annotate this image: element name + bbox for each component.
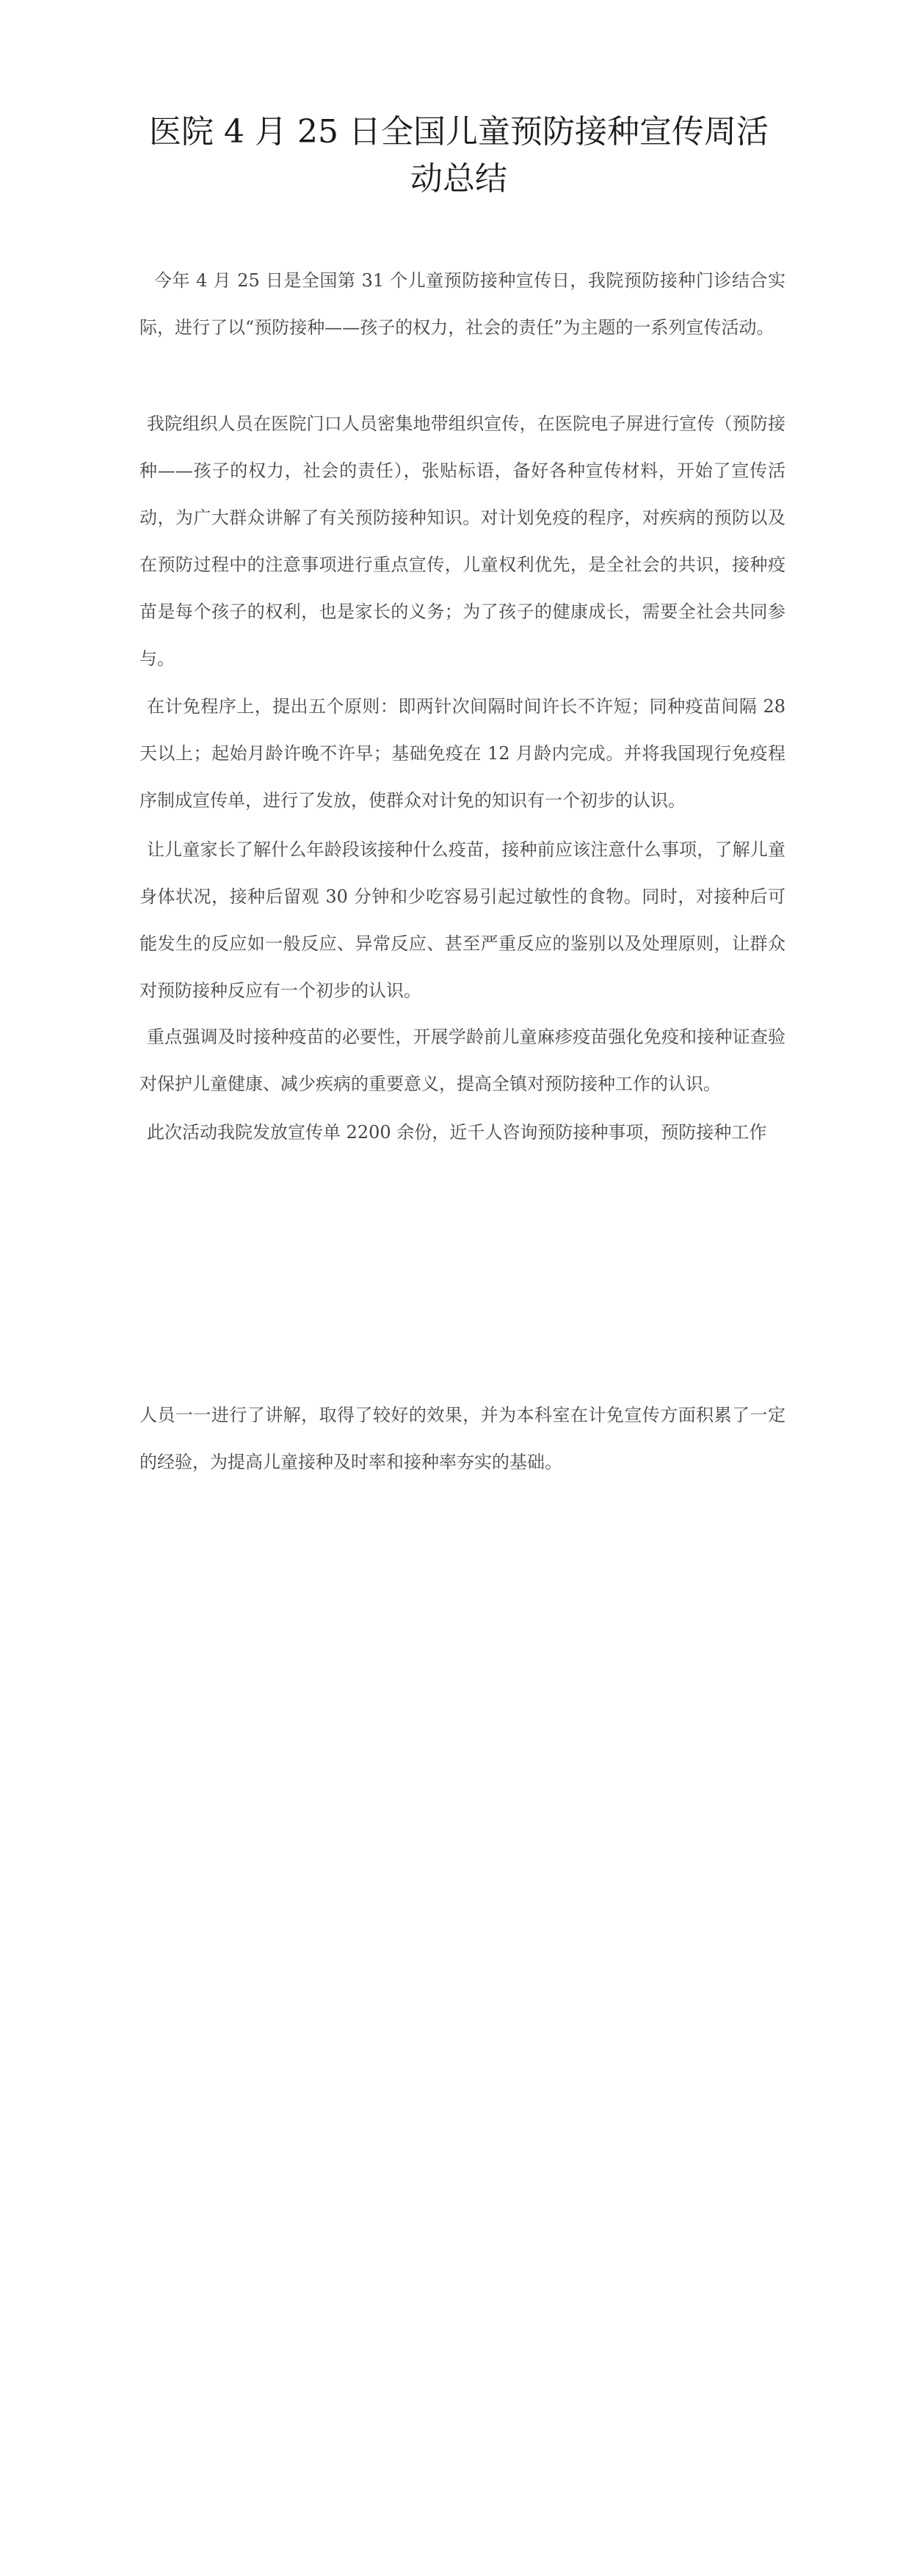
- paragraph-results-end: 人员一一进行了讲解，取得了较好的效果，并为本科室在计免宣传方面积累了一定的经验，为提高儿童接种及时率和接种率夯实的基础。: [139, 1405, 785, 1472]
- document-title: 医院 4 月 25 日全国儿童预防接种宣传周活动总结: [149, 113, 769, 198]
- paragraph-results-start: 此次活动我院发放宣传单 2200 余份，近千人咨询预防接种事项，预防接种工作: [147, 1122, 767, 1143]
- paragraph-emphasis: 重点强调及时接种疫苗的必要性，开展学龄前儿童麻疹疫苗强化免疫和接种证查验对保护儿童健康、减少疾病的重要意义，提高全镇对预防接种工作的认识。: [139, 1027, 785, 1094]
- paragraph-publicity: 我院组织人员在医院门口人员密集地带组织宣传，在医院电子屏进行宣传（预防接种——孩子的权力，社会的责任），张贴标语，备好各种宣传材料，开始了宣传活动，为广大群众讲解了有关预防接种知识。对计划免疫的程序，对疾病的预防以及在预防过程中的注意事项进行重点宣传，儿童权利优先，是全社会的共识，接种疫苗是每个孩子的权利，也是家长的义务；为了孩子的健康成长，需要全社会共同参与。: [139, 413, 785, 669]
- paragraph-intro: 今年 4 月 25 日是全国第 31 个儿童预防接种宣传日，我院预防接种门诊结合实际，进行了以“预防接种——孩子的权力，社会的责任”为主题的一系列宣传活动。: [139, 270, 785, 338]
- paragraph-principles: 在计免程序上，提出五个原则：即两针次间隔时间许长不许短；同种疫苗间隔 28 天以上；起始月龄许晚不许早；基础免疫在 12 月龄内完成。并将我国现行免疫程序制成宣传单，进行了发放，使群众对计免的知识有一个初步的认识。: [139, 696, 785, 811]
- paragraph-parent-guidance: 让儿童家长了解什么年龄段该接种什么疫苗，接种前应该注意什么事项，了解儿童身体状况，接种后留观 30 分钟和少吃容易引起过敏性的食物。同时，对接种后可能发生的反应如一般反应、异常反应、甚至严重反应的鉴别以及处理原则，让群众对预防接种反应有一个初步的认识。: [139, 839, 785, 1001]
